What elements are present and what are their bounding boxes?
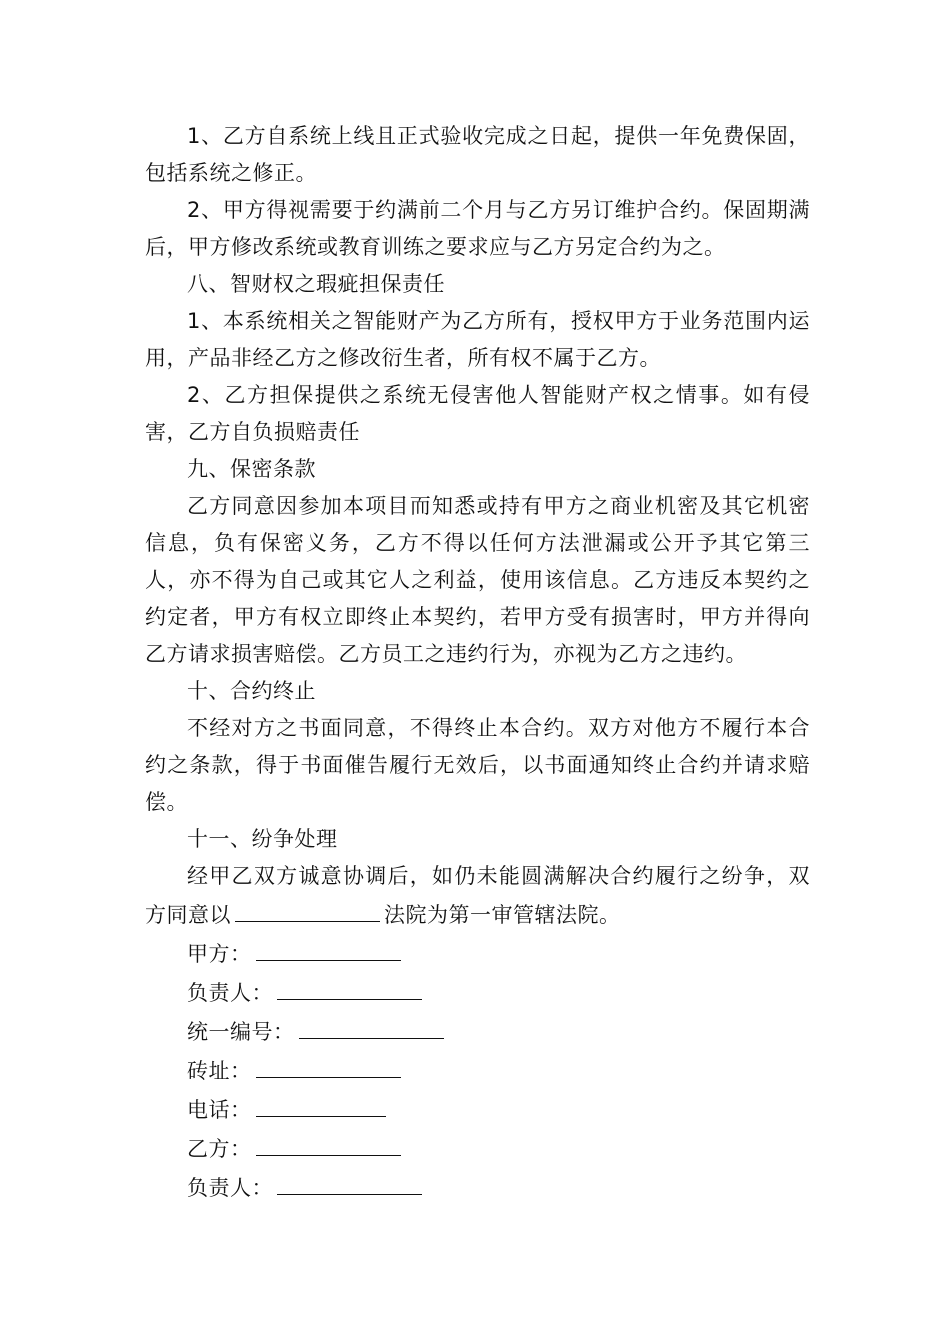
document-page (145, 118, 810, 1207)
court-blank-line (235, 895, 380, 922)
clause-termination: 不经对方之书面同意，不得终止本合约。双方对他方不履行本合约之条款，得于书面催告履行无效后，以书面通知终止合约并请求赔偿。 (145, 716, 810, 814)
person-b-blank-line (277, 1168, 422, 1195)
section-heading-11: 十一、纷争处理 (187, 827, 338, 851)
signature-phone (145, 1090, 810, 1129)
clause-warranty-2: 2、甲方得视需要于约满前二个月与乙方另订维护合约。保固期满后，甲方修改系统或教育训练之要求应与乙方另定合约为之。 (145, 198, 810, 259)
party-a-blank-line (256, 934, 401, 961)
section-heading-9: 九、保密条款 (187, 457, 316, 481)
unified-no-label: 统一编号： (187, 1020, 295, 1044)
party-b-blank-line (256, 1129, 401, 1156)
clause-ip-1: 1、本系统相关之智能财产为乙方所有，授权甲方于业务范围内运用，产品非经乙方之修改衍生者，所有权不属于乙方。 (145, 309, 810, 370)
unified-no-blank-line (299, 1012, 444, 1039)
party-a-label: 甲方： (187, 942, 252, 966)
clause-confidentiality: 乙方同意因参加本项目而知悉或持有甲方之商业机密及其它机密信息，负有保密义务，乙方不得以任何方法泄漏或公开予其它第三人，亦不得为自己或其它人之利益，使用该信息。乙方违反本契约之约定者，甲方有权立即终止本契约，若甲方受有损害时，甲方并得向乙方请求损害赔偿。乙方员工之违约行为，亦视为乙方之违约。 (145, 494, 810, 666)
signature-person-a (145, 973, 810, 1012)
person-a-label: 负责人： (187, 981, 273, 1005)
signature-person-b (145, 1168, 810, 1207)
clause-ip-2: 2、乙方担保提供之系统无侵害他人智能财产权之情事。如有侵害，乙方自负损赔责任 (145, 383, 810, 444)
address-blank-line (256, 1051, 401, 1078)
person-a-blank-line (277, 973, 422, 1000)
clause-dispute-text-before: 经甲乙双方诚意协调后，如仍未能圆满解决合约履行之纷争，双方同意以 (145, 864, 810, 927)
party-b-label: 乙方： (187, 1137, 252, 1161)
phone-blank-line (256, 1090, 386, 1117)
signature-party-b (145, 1129, 810, 1168)
signature-party-a (145, 934, 810, 973)
address-label: 砖址： (187, 1059, 252, 1083)
section-heading-8: 八、智财权之瑕疵担保责任 (187, 272, 445, 296)
clause-warranty-1: 1、乙方自系统上线且正式验收完成之日起，提供一年免费保固，包括系统之修正。 (145, 124, 810, 185)
clause-dispute (145, 858, 810, 934)
section-heading-10: 十、合约终止 (187, 679, 316, 703)
clause-dispute-text-after: 法院为第一审管辖法院。 (384, 903, 621, 927)
phone-label: 电话： (187, 1098, 252, 1122)
signature-unified-no (145, 1012, 810, 1051)
signature-address (145, 1051, 810, 1090)
person-b-label: 负责人： (187, 1176, 273, 1200)
